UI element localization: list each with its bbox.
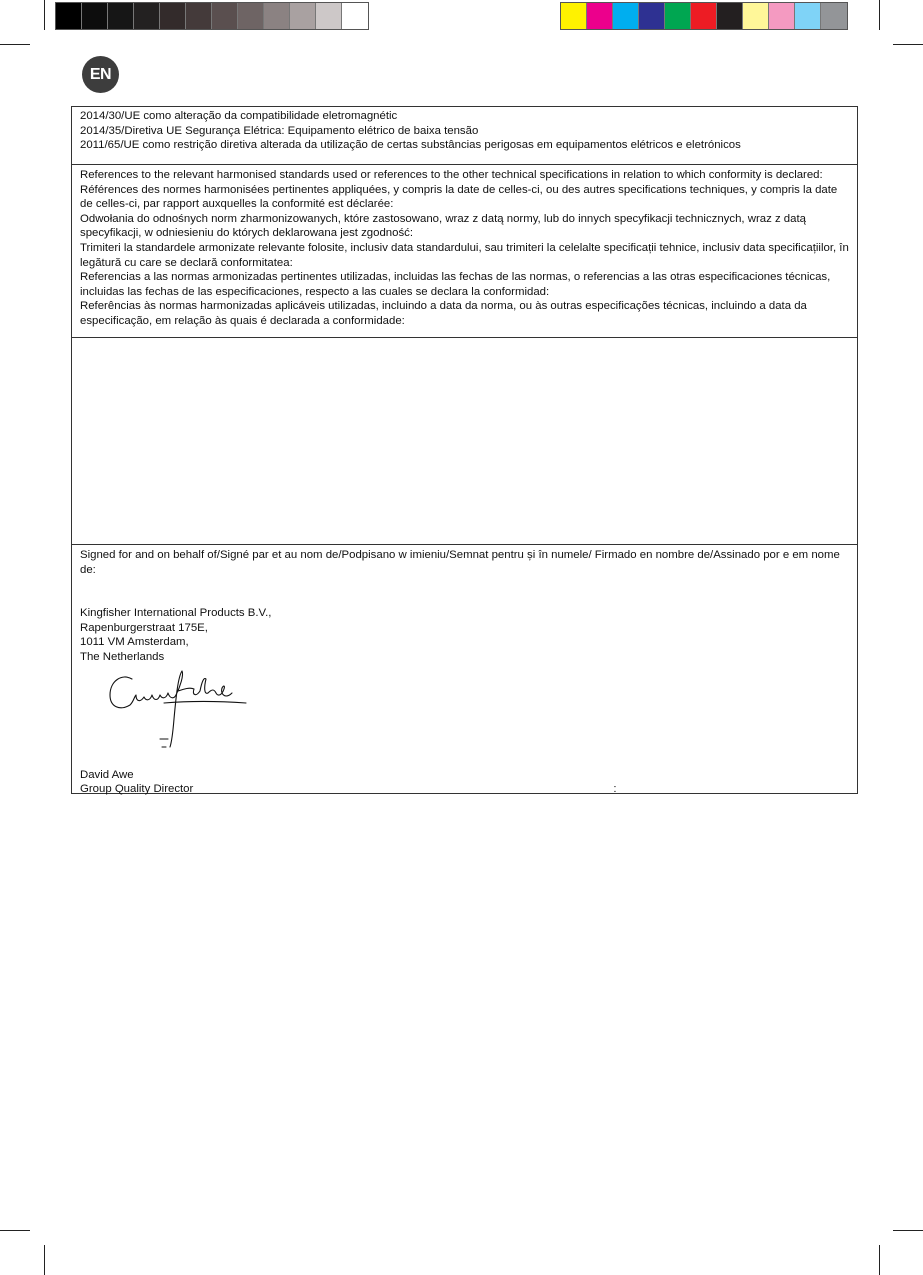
handwritten-signature [98, 667, 248, 762]
directive-emc: 2014/30/UE como alteração da compatibilidade eletromagnétic [80, 110, 398, 122]
signatory-name: David Awe [80, 768, 134, 781]
grayscale-swatch [342, 3, 368, 29]
reference-es: Referencias a las normas armonizadas pertinentes utilizadas, incluidas las fechas de las normas, o referencias a las otras especificaciones técnicas, incluidas las fechas de las especificaciones, respecto a las cuales se declara la conformidad: [80, 271, 831, 298]
process-color-swatch [743, 3, 769, 29]
grayscale-swatch [238, 3, 264, 29]
grayscale-swatch [134, 3, 160, 29]
grayscale-swatch [56, 3, 82, 29]
process-color-swatch [665, 3, 691, 29]
company-street: Rapenburgerstraat 175E, [80, 621, 208, 634]
references-cell [72, 164, 857, 337]
declaration-table [71, 106, 858, 794]
grayscale-swatch [264, 3, 290, 29]
grayscale-swatch [212, 3, 238, 29]
process-color-swatch [691, 3, 717, 29]
signature-cell [72, 544, 857, 796]
grayscale-swatch [316, 3, 342, 29]
process-color-swatch [717, 3, 743, 29]
directive-lvd: 2014/35/Diretiva UE Segurança Elétrica: Equipamento elétrico de baixa tensão [80, 124, 479, 137]
crop-mark-top-right-v [879, 0, 880, 30]
crop-mark-bottom-left-v [44, 1245, 45, 1275]
crop-mark-bottom-left [0, 1230, 30, 1231]
company-name: Kingfisher International Products B.V., [80, 607, 272, 620]
crop-mark-top-right [893, 44, 923, 45]
grayscale-swatch [160, 3, 186, 29]
process-color-bar [560, 2, 848, 30]
company-city: 1011 VM Amsterdam, [80, 636, 189, 649]
process-color-swatch [587, 3, 613, 29]
signatory-title: Group Quality Director [80, 783, 194, 796]
language-badge: EN [82, 56, 119, 93]
reference-pt: Referências às normas harmonizadas aplicáveis utilizadas, incluindo a data da norma, ou às outras especificações técnicas, incluindo a data da especificação, em relação às quais é declarada a conformidade: [80, 300, 807, 327]
crop-mark-top-left-v [44, 0, 45, 30]
reference-en: References to the relevant harmonised standards used or references to the other technical specifications in relation to which conformity is declared: [80, 169, 823, 181]
standards-list-cell [72, 337, 857, 544]
reference-pl: Odwołania do odnośnych norm zharmonizowanych, które zastosowano, wraz z datą normy, lub do innych specyfikacji technicznych, wraz z datą specyfikacji, w odniesieniu do których deklarowana jest zgodność: [80, 212, 806, 240]
grayscale-color-bar [55, 2, 369, 30]
directive-rohs: 2011/65/UE como restrição diretiva alterada da utilização de certas substâncias perigosas em equipamentos elétricos e eletrónicos [80, 139, 741, 152]
process-color-swatch [639, 3, 665, 29]
grayscale-swatch [108, 3, 134, 29]
grayscale-swatch [186, 3, 212, 29]
reference-ro: Trimiteri la standardele armonizate relevante folosite, inclusiv data standardului, sau trimiteri la celelalte specificații tehnice, inclusiv data specificațiilor, în legătură cu care se declară conformitatea: [80, 241, 849, 269]
reference-fr: Références des normes harmonisées pertinentes appliquées, y compris la date de celles-ci, ou des autres specifications techniques, y compris la date de celles-ci, par rapport auxquelles la conformité est déclarée: [80, 183, 838, 211]
directives-cell [72, 107, 857, 164]
process-color-swatch [769, 3, 795, 29]
grayscale-swatch [290, 3, 316, 29]
company-country: The Netherlands [80, 650, 165, 663]
grayscale-swatch [82, 3, 108, 29]
process-color-swatch [613, 3, 639, 29]
process-color-swatch [795, 3, 821, 29]
crop-mark-bottom-right-v [879, 1245, 880, 1275]
crop-mark-bottom-right [893, 1230, 923, 1231]
process-color-swatch [561, 3, 587, 29]
title-separator: : [613, 783, 617, 796]
signed-on-behalf-statement: Signed for and on behalf of/Signé par et au nom de/Podpisano w imieniu/Semnat pentru și în numele/ Firmado en nombre de/Assinado por e em nome de: [80, 549, 840, 576]
process-color-swatch [821, 3, 847, 29]
crop-mark-top-left [0, 44, 30, 45]
